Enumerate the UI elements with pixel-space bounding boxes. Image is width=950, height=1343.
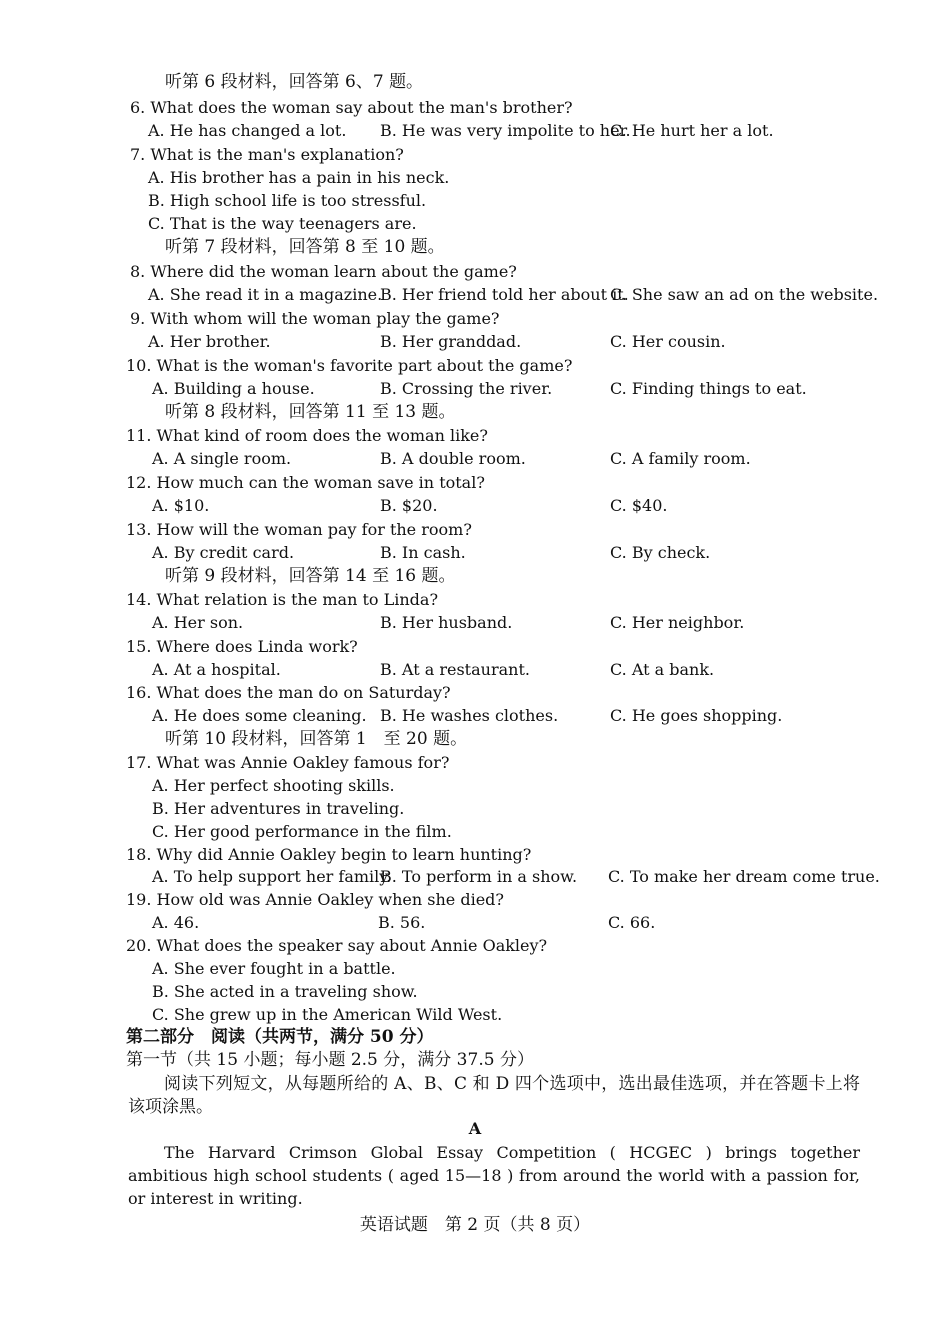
option-b: B. Crossing the river. xyxy=(380,379,553,398)
option-b: B. Her adventures in traveling. xyxy=(152,799,405,818)
option-c: C. Her neighbor. xyxy=(610,613,745,632)
question-stem: 11. What kind of room does the woman like? xyxy=(126,426,488,445)
option-a: A. Building a house. xyxy=(152,379,315,398)
question-stem: 12. How much can the woman save in total? xyxy=(126,473,485,492)
question-stem: 18. Why did Annie Oakley begin to learn hunting? xyxy=(126,845,532,864)
question-stem: 7. What is the man's explanation? xyxy=(130,145,404,164)
option-c: C. She grew up in the American Wild West. xyxy=(152,1005,503,1024)
option-b: B. Her friend told her about it. xyxy=(380,285,629,304)
question-stem: 14. What relation is the man to Linda? xyxy=(126,590,439,609)
question-stem: 20. What does the speaker say about Annie Oakley? xyxy=(126,936,548,955)
option-b: B. He washes clothes. xyxy=(380,706,559,725)
part-title: 第二部分 阅读（共两节，满分 50 分） xyxy=(126,1027,434,1047)
option-a: A. His brother has a pain in his neck. xyxy=(148,168,450,187)
option-a: A. She read it in a magazine. xyxy=(148,285,383,304)
option-b: B. High school life is too stressful. xyxy=(148,191,427,210)
question-stem: 16. What does the man do on Saturday? xyxy=(126,683,451,702)
part-subtitle: 第一节（共 15 小题；每小题 2.5 分，满分 37.5 分） xyxy=(126,1050,534,1070)
section-header: 听第 6 段材料，回答第 6、7 题。 xyxy=(165,72,424,92)
option-a: A. $10. xyxy=(152,496,210,515)
option-a: A. By credit card. xyxy=(152,543,295,562)
option-c: C. By check. xyxy=(610,543,711,562)
option-b: B. In cash. xyxy=(380,543,466,562)
question-stem: 17. What was Annie Oakley famous for? xyxy=(126,753,450,772)
option-b: B. She acted in a traveling show. xyxy=(152,982,418,1001)
option-c: C. Her cousin. xyxy=(610,332,726,351)
option-b: B. 56. xyxy=(378,913,426,932)
reading-instructions: 阅读下列短文，从每题所给的 A、B、C 和 D 四个选项中，选出最佳选项，并在答题卡上将该项涂黑。 xyxy=(128,1074,860,1117)
option-b: B. Her husband. xyxy=(380,613,513,632)
option-c: C. 66. xyxy=(608,913,656,932)
option-c: C. That is the way teenagers are. xyxy=(148,214,417,233)
question-stem: 6. What does the woman say about the man's brother? xyxy=(130,98,573,117)
option-c: C. She saw an ad on the website. xyxy=(610,285,879,304)
option-b: B. He was very impolite to her. xyxy=(380,121,631,140)
option-c: C. He hurt her a lot. xyxy=(610,121,774,140)
option-a: A. Her brother. xyxy=(148,332,271,351)
option-b: B. $20. xyxy=(380,496,438,515)
option-b: B. To perform in a show. xyxy=(380,867,578,886)
section-header: 听第 8 段材料，回答第 11 至 13 题。 xyxy=(165,402,456,422)
question-stem: 13. How will the woman pay for the room? xyxy=(126,520,472,539)
page-footer: 英语试题 第 2 页（共 8 页） xyxy=(359,1215,591,1235)
option-a: A. A single room. xyxy=(152,449,292,468)
option-a: A. She ever fought in a battle. xyxy=(152,959,396,978)
question-stem: 19. How old was Annie Oakley when she died? xyxy=(126,890,504,909)
question-stem: 8. Where did the woman learn about the game? xyxy=(130,262,517,281)
option-a: A. He does some cleaning. xyxy=(152,706,367,725)
question-stem: 15. Where does Linda work? xyxy=(126,637,358,656)
passage-letter: A xyxy=(468,1119,482,1138)
option-a: A. Her perfect shooting skills. xyxy=(152,776,395,795)
option-a: A. Her son. xyxy=(152,613,244,632)
option-c: C. $40. xyxy=(610,496,668,515)
section-header: 听第 9 段材料，回答第 14 至 16 题。 xyxy=(165,566,456,586)
option-c: C. At a bank. xyxy=(610,660,715,679)
question-stem: 10. What is the woman's favorite part about the game? xyxy=(126,356,573,375)
option-a: A. 46. xyxy=(152,913,200,932)
section-header: 听第 10 段材料，回答第 1 至 20 题。 xyxy=(165,729,468,749)
option-c: C. A family room. xyxy=(610,449,751,468)
option-a: A. To help support her family. xyxy=(152,867,392,886)
option-b: B. Her granddad. xyxy=(380,332,522,351)
option-b: B. At a restaurant. xyxy=(380,660,530,679)
option-c: C. He goes shopping. xyxy=(610,706,783,725)
option-a: A. He has changed a lot. xyxy=(148,121,347,140)
option-a: A. At a hospital. xyxy=(152,660,281,679)
option-c: C. Finding things to eat. xyxy=(610,379,807,398)
section-header: 听第 7 段材料，回答第 8 至 10 题。 xyxy=(165,237,445,257)
option-c: C. To make her dream come true. xyxy=(608,867,880,886)
option-b: B. A double room. xyxy=(380,449,526,468)
passage-text: The Harvard Crimson Global Essay Competition ( HCGEC ) brings together ambitious high school students ( aged 15—18 ) from around the world with a passion for, or interest in writing. xyxy=(128,1143,860,1208)
question-stem: 9. With whom will the woman play the game? xyxy=(130,309,500,328)
option-c: C. Her good performance in the film. xyxy=(152,822,452,841)
